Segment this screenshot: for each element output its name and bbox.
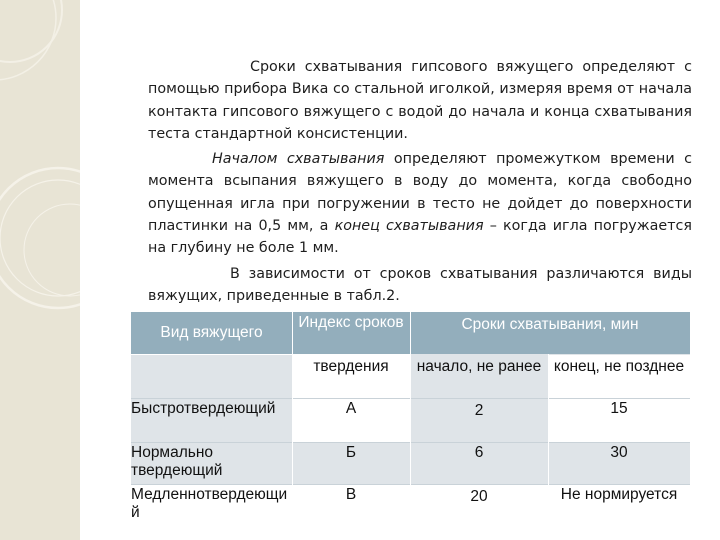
paragraph-1: Сроки схватывания гипсового вяжущего определяют с помощью прибора Вика со стальной иголкой, измеряя время от начала контакта гипсового вяжущего с водой до начала и конца схватывания теста стандартной консистенции. [148, 59, 692, 142]
term-end: конец схватывания [334, 218, 484, 235]
paragraph-2-text-a: определяют промежутком времени с момента всыпания вяжущего в воду до момента, когда свободно опущенная игла при погружении в тесто не дойдет до поверхности пластинки на 0,5 мм, а [148, 151, 692, 235]
decorative-circles [0, 0, 80, 540]
row-3-index: В [345, 486, 357, 503]
paragraph-2-text-b: – когда игла погружается на глубину не боле 1 мм. [148, 218, 692, 257]
row-3-type: Медленнотвердеющий [131, 486, 288, 521]
paragraph-2 [148, 148, 692, 259]
row-2-index: Б [345, 444, 357, 461]
header-end: конец, не позднее [553, 358, 685, 375]
body-text [148, 56, 692, 307]
row-2-end: 30 [610, 444, 628, 461]
header-index: Индекс сроков [298, 314, 404, 331]
header-type: Вид вяжущего [160, 324, 263, 341]
row-3-start: 20 [470, 488, 488, 505]
header-setting-time: Сроки схватывания, мин [461, 316, 639, 333]
header-index-cont: твердения [313, 358, 389, 375]
header-band-col1 [131, 354, 292, 398]
row-2-type: Нормально твердеющий [131, 444, 223, 479]
decorative-sidebar [0, 0, 80, 540]
row-3-end: Не нормируется [560, 486, 678, 503]
row-2-start: 6 [474, 444, 484, 461]
term-start: Началом схватывания [212, 151, 385, 168]
row-1-index: А [345, 400, 357, 417]
paragraph-3: В зависимости от сроков схватывания различаются виды вяжущих, приведенные в табл.2. [148, 265, 692, 304]
setting-time-table [131, 312, 690, 528]
row-1-start: 2 [474, 402, 484, 419]
header-start: начало, не ранее [416, 358, 542, 375]
row-1-type: Быстротвердеющий [131, 400, 276, 417]
row-1-end: 15 [610, 400, 628, 417]
